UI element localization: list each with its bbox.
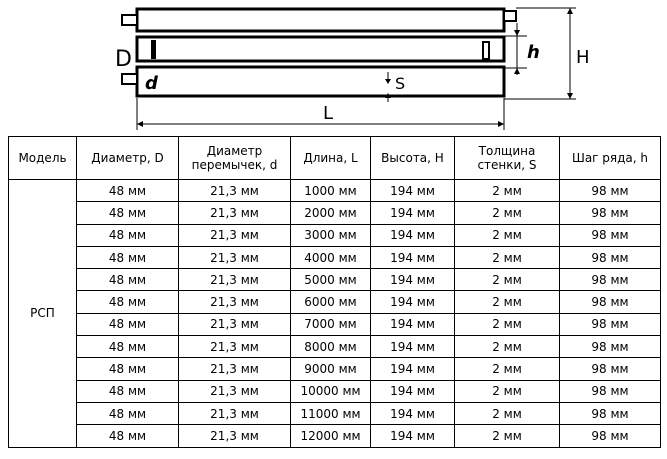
cell-diameter: 48 мм [77, 269, 179, 291]
top-pipe-left-nipple [122, 15, 137, 25]
cell-wall-thickness: 2 мм [455, 180, 560, 202]
cell-diameter: 48 мм [77, 358, 179, 380]
cell-wall-thickness: 2 мм [455, 425, 560, 447]
middle-pipe [137, 37, 504, 61]
middle-left-jumper [151, 40, 156, 59]
cell-jumper-diameter: 21,3 мм [179, 224, 291, 246]
cell-diameter: 48 мм [77, 180, 179, 202]
label-S: S [395, 74, 406, 93]
cell-jumper-diameter: 21,3 мм [179, 358, 291, 380]
cell-height: 194 мм [371, 202, 455, 224]
cell-row-pitch: 98 мм [560, 269, 661, 291]
cell-wall-thickness: 2 мм [455, 358, 560, 380]
table-row [9, 358, 661, 380]
cell-wall-thickness: 2 мм [455, 202, 560, 224]
table-row [9, 380, 661, 402]
label-L: L [323, 103, 334, 124]
cell-row-pitch: 98 мм [560, 202, 661, 224]
table-row [9, 246, 661, 268]
cell-wall-thickness: 2 мм [455, 402, 560, 424]
table-header-row [9, 137, 661, 180]
cell-diameter: 48 мм [77, 224, 179, 246]
cell-height: 194 мм [371, 224, 455, 246]
cell-height: 194 мм [371, 246, 455, 268]
label-h: h [527, 42, 540, 63]
table-row [9, 269, 661, 291]
cell-diameter: 48 мм [77, 246, 179, 268]
L-arrow-head-left [137, 121, 143, 127]
cell-jumper-diameter: 21,3 мм [179, 269, 291, 291]
cell-height: 194 мм [371, 358, 455, 380]
cell-wall-thickness: 2 мм [455, 246, 560, 268]
cell-row-pitch: 98 мм [560, 313, 661, 335]
cell-diameter: 48 мм [77, 313, 179, 335]
header-wall-thickness: Толщина стенки, S [455, 137, 560, 180]
table-row [9, 291, 661, 313]
header-model: Модель [9, 137, 77, 180]
cell-wall-thickness: 2 мм [455, 291, 560, 313]
cell-diameter: 48 мм [77, 425, 179, 447]
cell-length: 5000 мм [291, 269, 371, 291]
table-row [9, 336, 661, 358]
radiator-drawing [0, 0, 667, 135]
cell-length: 12000 мм [291, 425, 371, 447]
cell-length: 1000 мм [291, 180, 371, 202]
cell-wall-thickness: 2 мм [455, 313, 560, 335]
h-arrow-head-bottom [514, 68, 520, 74]
cell-jumper-diameter: 21,3 мм [179, 202, 291, 224]
table-row [9, 402, 661, 424]
top-pipe [137, 9, 504, 31]
header-jumper-diameter: Диаметр перемычек, d [179, 137, 291, 180]
cell-diameter: 48 мм [77, 336, 179, 358]
cell-diameter: 48 мм [77, 380, 179, 402]
cell-jumper-diameter: 21,3 мм [179, 246, 291, 268]
table-row [9, 425, 661, 447]
cell-height: 194 мм [371, 291, 455, 313]
cell-height: 194 мм [371, 269, 455, 291]
cell-height: 194 мм [371, 313, 455, 335]
cell-row-pitch: 98 мм [560, 246, 661, 268]
H-arrow-head-top [567, 8, 573, 14]
bottom-pipe [137, 67, 504, 96]
cell-length: 6000 мм [291, 291, 371, 313]
bottom-pipe-left-nipple [122, 74, 137, 84]
middle-right-jumper [483, 42, 489, 59]
cell-jumper-diameter: 21,3 мм [179, 380, 291, 402]
cell-length: 9000 мм [291, 358, 371, 380]
L-arrow-head-right [498, 121, 504, 127]
cell-height: 194 мм [371, 380, 455, 402]
cell-wall-thickness: 2 мм [455, 380, 560, 402]
h-arrow-head-top [514, 30, 520, 36]
cell-row-pitch: 98 мм [560, 224, 661, 246]
cell-jumper-diameter: 21,3 мм [179, 402, 291, 424]
H-arrow-head-bottom [567, 93, 573, 99]
cell-diameter: 48 мм [77, 402, 179, 424]
table-row [9, 313, 661, 335]
cell-row-pitch: 98 мм [560, 380, 661, 402]
cell-height: 194 мм [371, 425, 455, 447]
cell-wall-thickness: 2 мм [455, 224, 560, 246]
label-H: H [576, 47, 590, 68]
table-row [9, 202, 661, 224]
cell-row-pitch: 98 мм [560, 358, 661, 380]
cell-length: 11000 мм [291, 402, 371, 424]
table-row [9, 224, 661, 246]
cell-length: 10000 мм [291, 380, 371, 402]
cell-diameter: 48 мм [77, 291, 179, 313]
cell-row-pitch: 98 мм [560, 180, 661, 202]
cell-length: 4000 мм [291, 246, 371, 268]
header-length: Длина, L [291, 137, 371, 180]
cell-length: 8000 мм [291, 336, 371, 358]
header-row-pitch: Шаг ряда, h [560, 137, 661, 180]
header-diameter: Диаметр, D [77, 137, 179, 180]
cell-wall-thickness: 2 мм [455, 336, 560, 358]
cell-height: 194 мм [371, 402, 455, 424]
cell-jumper-diameter: 21,3 мм [179, 336, 291, 358]
cell-length: 7000 мм [291, 313, 371, 335]
cell-jumper-diameter: 21,3 мм [179, 425, 291, 447]
cell-length: 3000 мм [291, 224, 371, 246]
label-d: d [145, 73, 158, 94]
cell-jumper-diameter: 21,3 мм [179, 180, 291, 202]
cell-row-pitch: 98 мм [560, 336, 661, 358]
cell-wall-thickness: 2 мм [455, 269, 560, 291]
cell-model: РСП [9, 180, 77, 448]
table-row [9, 180, 661, 202]
spec-table [8, 136, 661, 448]
header-height: Высота, H [371, 137, 455, 180]
label-D: D [115, 47, 132, 72]
cell-diameter: 48 мм [77, 202, 179, 224]
cell-length: 2000 мм [291, 202, 371, 224]
cell-jumper-diameter: 21,3 мм [179, 313, 291, 335]
cell-height: 194 мм [371, 336, 455, 358]
cell-row-pitch: 98 мм [560, 425, 661, 447]
cell-height: 194 мм [371, 180, 455, 202]
cell-row-pitch: 98 мм [560, 402, 661, 424]
top-pipe-right-nipple [504, 11, 516, 21]
cell-jumper-diameter: 21,3 мм [179, 291, 291, 313]
cell-row-pitch: 98 мм [560, 291, 661, 313]
